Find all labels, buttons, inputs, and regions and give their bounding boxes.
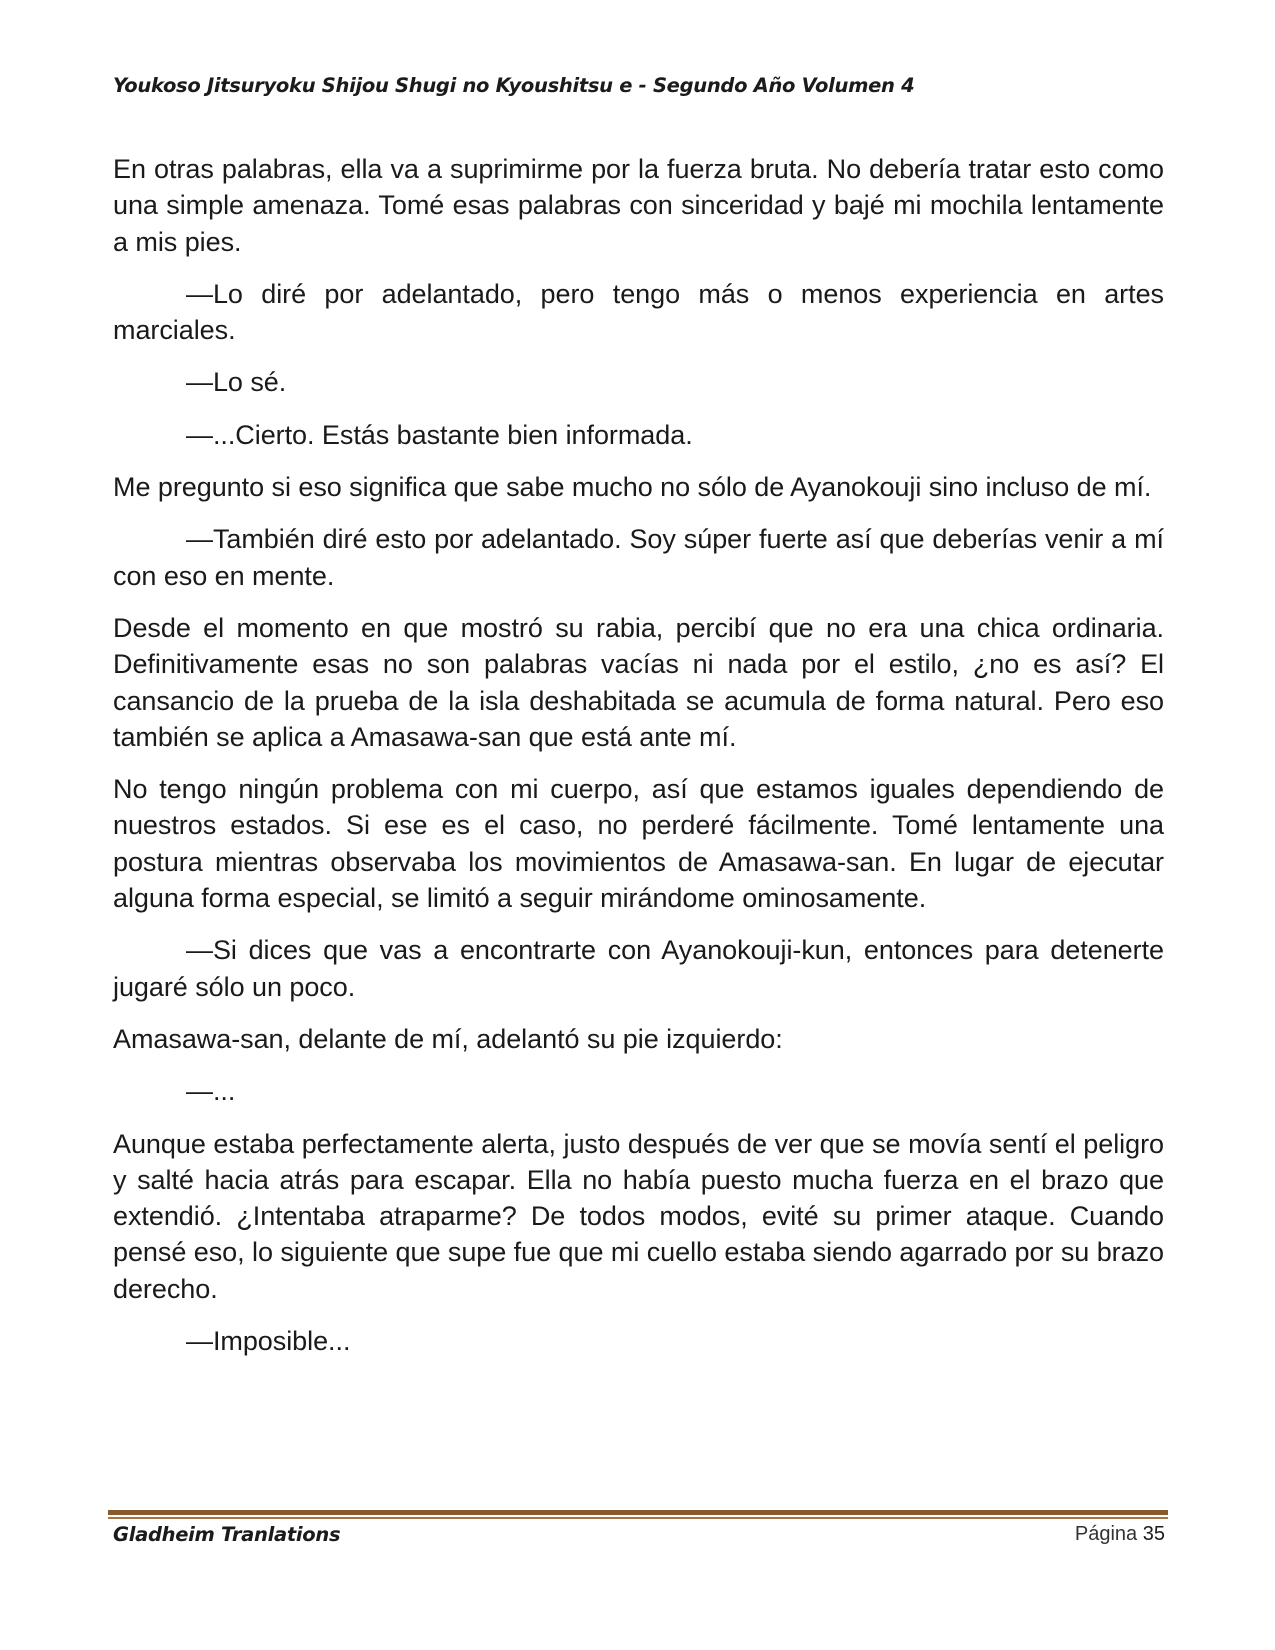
page-number: 35 xyxy=(1142,1523,1165,1545)
page-indicator xyxy=(1075,1523,1165,1546)
dialogue-paragraph: —Imposible... xyxy=(186,1326,351,1357)
dialogue-paragraph: —Si dices que vas a encontrarte con Ayanokouji-kun, entonces para detenerte jugaré sólo un poco. xyxy=(113,935,1164,1002)
footer-rule xyxy=(108,1510,1168,1515)
document-body xyxy=(113,151,1164,1375)
paragraph: Amasawa-san, delante de mí, adelantó su pie izquierdo: xyxy=(113,1023,783,1054)
footer-translator: Gladheim Tranlations xyxy=(113,1523,341,1546)
dialogue-paragraph: —También diré esto por adelantado. Soy súper fuerte así que deberías venir a mí con eso en mente. xyxy=(113,524,1164,591)
dialogue-paragraph: —... xyxy=(186,1076,236,1107)
page-label: Página xyxy=(1074,1523,1138,1545)
paragraph: Desde el momento en que mostró su rabia, percibí que no era una chica ordinaria. Definitivamente esas no son palabras vacías ni nada por el estilo, ¿no es así? El cansancio de la prueba de la isla deshabitada se acumula de forma natural. Pero eso también se aplica a Amasawa-san que está ante mí. xyxy=(113,612,1164,752)
dialogue-paragraph: —Lo sé. xyxy=(186,367,287,398)
dialogue-paragraph: —Lo diré por adelantado, pero tengo más o menos experiencia en artes marciales. xyxy=(113,278,1164,346)
dialogue-paragraph: —...Cierto. Estás bastante bien informada. xyxy=(186,419,693,450)
running-header-title: Youkoso Jitsuryoku Shijou Shugi no Kyoushitsu e - Segundo Año Volumen 4 xyxy=(113,74,915,97)
paragraph: No tengo ningún problema con mi cuerpo, así que estamos iguales dependiendo de nuestros estados. Si ese es el caso, no perderé fácilmente. Tomé lentamente una postura mientras observaba los movimientos de Amasawa-san. En lugar de ejecutar alguna forma especial, se limitó a seguir mirándome ominosamente. xyxy=(113,774,1164,914)
footer-rule-thin xyxy=(108,1517,1168,1519)
paragraph: En otras palabras, ella va a suprimirme por la fuerza bruta. No debería tratar esto como una simple amenaza. Tomé esas palabras con sinceridad y bajé mi mochila lentamente a mis pies. xyxy=(113,154,1164,257)
paragraph: Aunque estaba perfectamente alerta, justo después de ver que se movía sentí el peligro y salté hacia atrás para escapar. Ella no había puesto mucha fuerza en el brazo que extendió. ¿Intentaba atraparme? De todos modos, evité su primer ataque. Cuando pensé eso, lo siguiente que supe fue que mi cuello estaba siendo agarrado por su brazo derecho. xyxy=(113,1128,1164,1304)
paragraph: Me pregunto si eso significa que sabe mucho no sólo de Ayanokouji sino incluso de mí. xyxy=(113,472,1152,503)
